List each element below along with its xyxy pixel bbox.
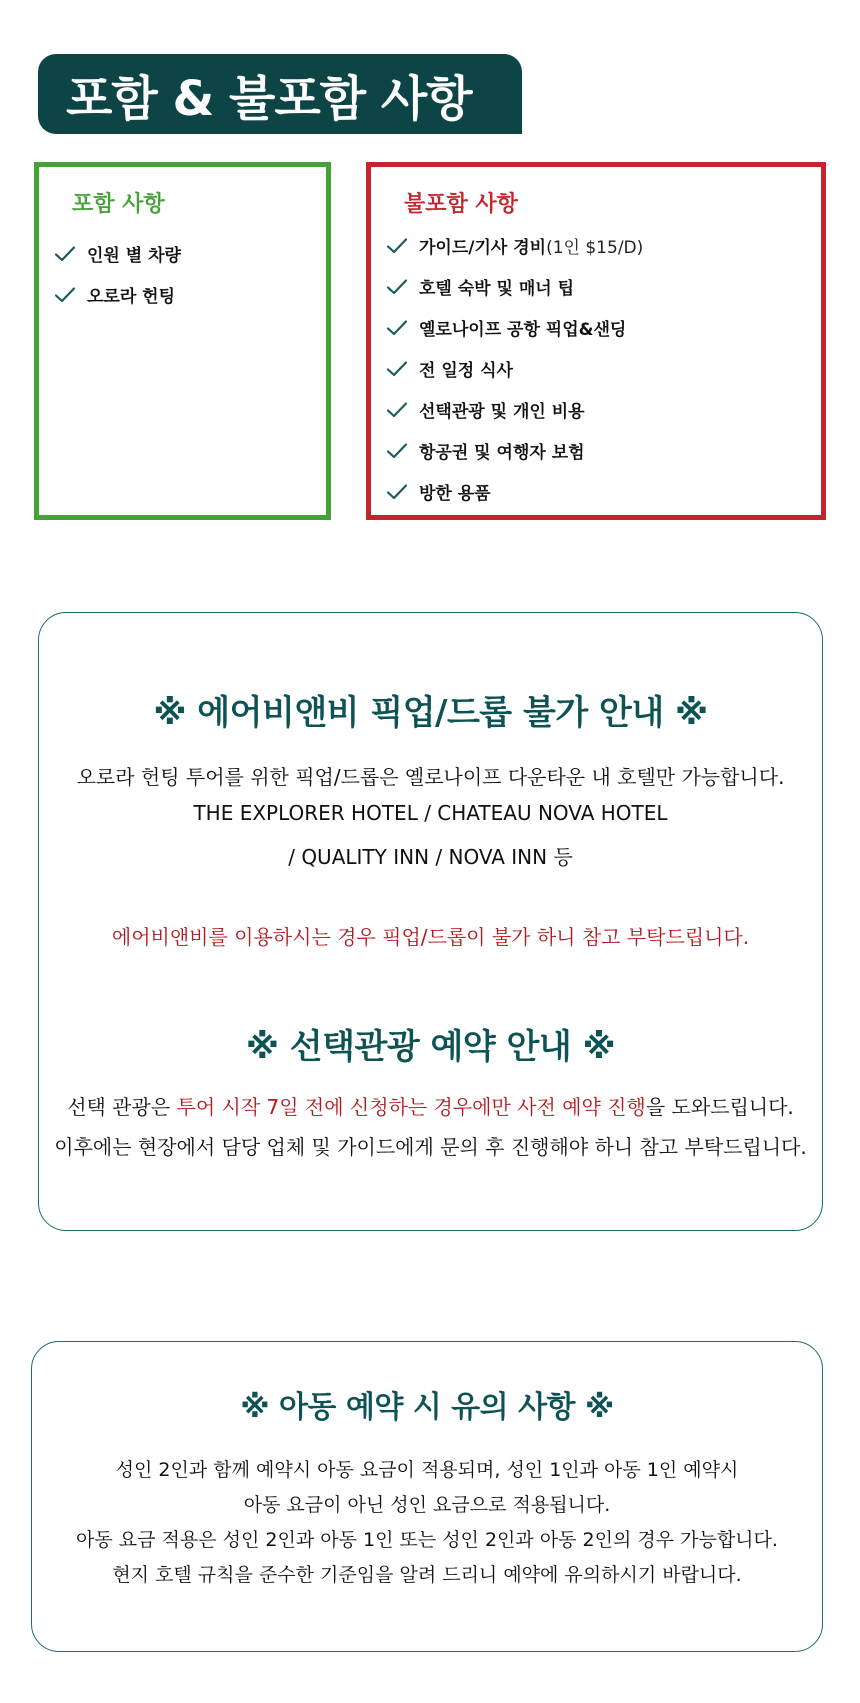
airbnb-notice-heading: ※ 에어비앤비 픽업/드롭 불가 안내 ※ — [153, 693, 708, 733]
list-item-label: 오로라 헌팅 — [87, 287, 176, 307]
list-item-label: 옐로나이프 공항 픽업&샌딩 — [419, 320, 627, 340]
checkmark-icon — [385, 275, 409, 299]
checkmark-icon — [385, 480, 409, 504]
checkmark-icon — [385, 316, 409, 340]
child-notice-heading: ※ 아동 예약 시 유의 사항 ※ — [240, 1390, 614, 1425]
list-item-note: (1인 $15/D) — [546, 238, 644, 258]
child-notice-line: 현지 호텔 규칙을 준수한 기준임을 알려 드리니 예약에 유의하시기 바랍니다. — [112, 1564, 742, 1586]
optional-tour-highlight: 투어 시작 7일 전에 신청하는 경우에만 사전 예약 진행 — [176, 1095, 646, 1119]
checkmark-icon — [385, 357, 409, 381]
airbnb-notice-line: / QUALITY INN / NOVA INN 등 — [288, 845, 573, 869]
list-item — [385, 471, 643, 512]
checkmark-icon — [53, 283, 77, 307]
checkmark-icon — [385, 234, 409, 258]
list-item-label: 전 일정 식사 — [419, 361, 513, 381]
optional-tour-line: 이후에는 현장에서 담당 업체 및 가이드에게 문의 후 진행해야 하니 참고 부탁드립니다. — [54, 1135, 807, 1159]
list-item-label: 방한 용품 — [419, 484, 491, 504]
section-title-banner — [38, 54, 522, 134]
optional-tour-text: 선택 관광은 — [67, 1095, 177, 1119]
list-item — [385, 389, 643, 430]
excluded-box — [366, 162, 826, 520]
checkmark-icon — [53, 242, 77, 266]
airbnb-notice-card — [38, 612, 823, 1231]
section-title: 포함 & 불포함 사항 — [66, 70, 472, 127]
list-item-label: 인원 별 차량 — [87, 246, 181, 266]
list-item — [385, 266, 643, 307]
child-notice-line: 성인 2인과 함께 예약시 아동 요금이 적용되며, 성인 1인과 아동 1인 예약시 — [115, 1459, 739, 1481]
list-item — [385, 430, 643, 471]
optional-tour-line — [39, 1091, 822, 1120]
checkmark-icon — [385, 439, 409, 463]
child-notice-card — [31, 1341, 823, 1652]
airbnb-warning: 에어비앤비를 이용하시는 경우 픽업/드롭이 불가 하니 참고 부탁드립니다. — [111, 925, 750, 949]
optional-tour-text: 을 도와드립니다. — [645, 1095, 794, 1119]
excluded-list — [385, 225, 643, 512]
list-item — [385, 225, 643, 266]
airbnb-notice-line: 오로라 헌팅 투어를 위한 픽업/드롭은 옐로나이프 다운타운 내 호텔만 가능합니다. — [76, 765, 785, 789]
list-item — [53, 274, 181, 315]
child-notice-line: 아동 요금이 아닌 성인 요금으로 적용됩니다. — [243, 1494, 611, 1516]
child-notice-line: 아동 요금 적용은 성인 2인과 아동 1인 또는 성인 2인과 아동 2인의 경우 가능합니다. — [76, 1529, 778, 1551]
airbnb-notice-line: THE EXPLORER HOTEL / CHATEAU NOVA HOTEL — [193, 801, 668, 825]
list-item — [385, 348, 643, 389]
optional-tour-heading: ※ 선택관광 예약 안내 ※ — [245, 1027, 616, 1067]
list-item — [385, 307, 643, 348]
included-list — [53, 233, 181, 315]
included-box — [34, 162, 331, 520]
included-heading: 포함 사항 — [72, 192, 165, 217]
list-item-label: 가이드/기사 경비 — [419, 238, 547, 258]
checkmark-icon — [385, 398, 409, 422]
list-item-label: 항공권 및 여행자 보험 — [419, 443, 585, 463]
list-item — [53, 233, 181, 274]
list-item-label: 호텔 숙박 및 매너 팁 — [419, 279, 575, 299]
excluded-heading: 불포함 사항 — [404, 192, 518, 217]
list-item-label: 선택관광 및 개인 비용 — [419, 402, 585, 422]
